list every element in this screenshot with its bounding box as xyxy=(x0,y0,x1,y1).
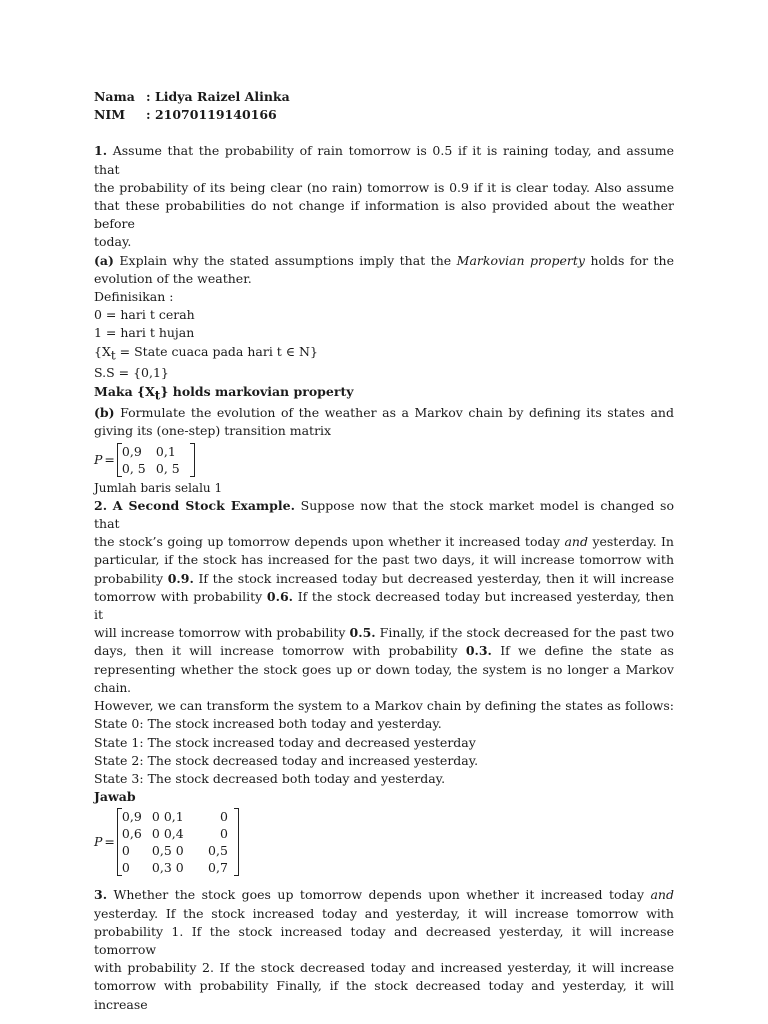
def-process-rest: = State cuaca pada hari t ∈ N} xyxy=(115,343,318,359)
q2-line-5 xyxy=(94,588,674,624)
matrix-cell: 0 xyxy=(219,809,228,825)
matrix-cell: 0 0,1 xyxy=(151,809,184,825)
q1b-line-2: giving its (one-step) transition matrix xyxy=(94,423,332,439)
def-state-space: S.S = {0,1} xyxy=(94,365,169,381)
q2-prob-03: 0.3. xyxy=(465,643,492,659)
q2-prob-06: 0.6. xyxy=(266,588,294,604)
q2-number: 2. xyxy=(94,497,108,513)
matrix-cell: 0,6 xyxy=(121,826,142,842)
def-heading: Definisikan : xyxy=(94,289,174,305)
q3-line-2: yesterday. If the stock increased today and yesterday, it will increase tomorrow with xyxy=(94,905,674,921)
q2-line-5-pre: tomorrow with probability xyxy=(94,588,263,604)
q2-line-7 xyxy=(94,642,674,660)
nim-line xyxy=(94,106,674,124)
matrix-cell: 0 0,4 xyxy=(151,826,184,842)
q1-line-3: that these probabilities do not change if information is also provided about the weather before xyxy=(94,198,674,232)
q1a-line-2: evolution of the weather. xyxy=(94,270,252,286)
matrix-row xyxy=(122,842,234,859)
q2-line-3: particular, if the stock has increased for the past two days, it will increase tomorrow with xyxy=(94,552,674,568)
matrix-row xyxy=(122,825,234,842)
q2-line-1 xyxy=(94,497,674,533)
matrix-cell: 0,9 xyxy=(121,809,142,825)
jawab-heading: Jawab xyxy=(94,789,136,805)
maka-sub: t xyxy=(154,388,161,403)
q2-line-9: chain. xyxy=(94,680,131,695)
state-1: State 1: The stock increased today and decreased yesterday xyxy=(94,734,476,750)
name-value: : Lidya Raizel Alinka xyxy=(146,89,290,104)
q3-line-1-italic: and xyxy=(650,887,674,903)
q3-line-3: probability 1. If the stock increased today and decreased yesterday, it will increase tomorrow xyxy=(94,923,674,957)
matrix-row xyxy=(122,443,190,460)
matrix-cell: 0,5 xyxy=(208,843,228,859)
state-3: State 3: The stock decreased both today and yesterday. xyxy=(94,770,446,786)
q1-text: Assume that the probability of rain tomorrow is 0.5 if it is raining today, and assume that xyxy=(94,143,674,177)
q3-line-1-pre: Whether the stock goes up tomorrow depends upon whether it increased today xyxy=(113,887,645,903)
matrix-equals: = xyxy=(104,451,115,467)
q1-line-1 xyxy=(94,142,674,178)
row-sum-note: Jumlah baris selalu 1 xyxy=(94,480,223,495)
q2-line-2-post: yesterday. In xyxy=(592,534,674,550)
q2-title: A Second Stock Example. xyxy=(112,497,295,513)
q1-transition-matrix xyxy=(94,443,674,477)
matrix-variable: P xyxy=(94,834,103,850)
maka-line xyxy=(94,383,674,405)
name-label: Nama xyxy=(94,89,135,104)
state-0: State 0: The stock increased both today and yesterday. xyxy=(94,716,442,732)
matrix-row xyxy=(122,460,190,477)
q1-number: 1. xyxy=(94,143,108,159)
state-2: State 2: The stock decreased today and increased yesterday. xyxy=(94,752,479,768)
matrix-cell: 0 xyxy=(121,860,130,876)
q2-line-4 xyxy=(94,570,674,588)
q1a-label: (a) xyxy=(94,252,114,268)
q3-line-1 xyxy=(94,886,674,904)
q2-line-1-text: Suppose now that the stock market model is changed so that xyxy=(94,497,674,532)
matrix-equals: = xyxy=(104,834,115,850)
q2-line-5-post: If the stock decreased today but increased yesterday, then it xyxy=(94,588,675,623)
def-state-1: 1 = hari t hujan xyxy=(94,325,195,341)
matrix-row xyxy=(122,808,234,825)
name-line xyxy=(94,88,674,106)
q2-transition-matrix xyxy=(94,808,674,876)
matrix-row xyxy=(122,859,234,876)
q2-prob-09: 0.9. xyxy=(167,570,194,586)
matrix-cell: 0, 5 xyxy=(121,460,146,476)
maka-post: } holds markovian property xyxy=(160,383,354,399)
q2-line-4-post: If the stock increased today but decreased yesterday, then it will increase xyxy=(198,570,675,586)
q1a-text-post: holds for the xyxy=(590,252,674,268)
q2-line-6-post: Finally, if the stock decreased for the past two xyxy=(379,625,674,641)
def-process xyxy=(94,343,674,365)
q2-line-2-italic: and xyxy=(564,534,588,550)
matrix-cell: 0,1 xyxy=(155,443,176,459)
q2-prob-05: 0.5. xyxy=(349,625,376,641)
q1a-line-1 xyxy=(94,252,674,270)
q1b-line-1 xyxy=(94,404,674,422)
matrix-bracket xyxy=(117,808,239,876)
nim-value: : 21070119140166 xyxy=(146,107,277,123)
q1a-italic: Markovian property xyxy=(456,252,585,268)
q1b-text: Formulate the evolution of the weather as a Markov chain by defining its states and xyxy=(120,405,674,421)
matrix-cell: 0,9 xyxy=(121,443,142,459)
matrix-cell: 0 xyxy=(219,826,228,842)
q1-line-2: the probability of its being clear (no rain) tomorrow is 0.9 if it is clear today. Also assume xyxy=(94,179,674,195)
def-process-pre: {X xyxy=(94,343,111,359)
q2-line-2 xyxy=(94,533,674,551)
maka-pre: Maka {X xyxy=(94,383,155,399)
q1a-text-pre: Explain why the stated assumptions imply that the xyxy=(119,252,452,268)
q2-however: However, we can transform the system to a Markov chain by defining the states as follows: xyxy=(94,698,674,714)
matrix-cell: 0 xyxy=(121,843,130,859)
q2-line-6-pre: will increase tomorrow with probability xyxy=(94,625,346,641)
q3-number: 3. xyxy=(94,887,108,903)
q3-line-4: with probability 2. If the stock decreased today and increased yesterday, it will increase xyxy=(94,960,674,976)
q3-line-5: tomorrow with probability Finally, if the stock decreased today and yesterday, it will increase xyxy=(94,978,674,1012)
q1-line-4: today. xyxy=(94,234,132,250)
q2-line-2-pre: the stock’s going up tomorrow depends upon whether it increased today xyxy=(94,534,560,550)
q1b-label: (b) xyxy=(94,405,115,421)
document-body xyxy=(94,88,674,1014)
def-process-sub: t xyxy=(110,348,116,363)
matrix-cell: 0,3 0 xyxy=(151,860,184,876)
q2-line-6 xyxy=(94,624,674,642)
q2-line-4-pre: probability xyxy=(94,570,164,586)
matrix-cell: 0,7 xyxy=(208,860,228,876)
matrix-variable: P xyxy=(94,451,103,467)
nim-label: NIM xyxy=(94,107,126,123)
q2-line-8: representing whether the stock goes up or down today, the system is no longer a Markov xyxy=(94,661,674,677)
matrix-cell: 0,5 0 xyxy=(151,843,184,859)
matrix-cell: 0, 5 xyxy=(155,460,180,476)
def-state-0: 0 = hari t cerah xyxy=(94,307,195,323)
q2-line-7-post: If we define the state as xyxy=(500,643,674,659)
matrix-bracket xyxy=(117,443,195,477)
q2-line-7-pre: days, then it will increase tomorrow with probability xyxy=(94,643,458,659)
